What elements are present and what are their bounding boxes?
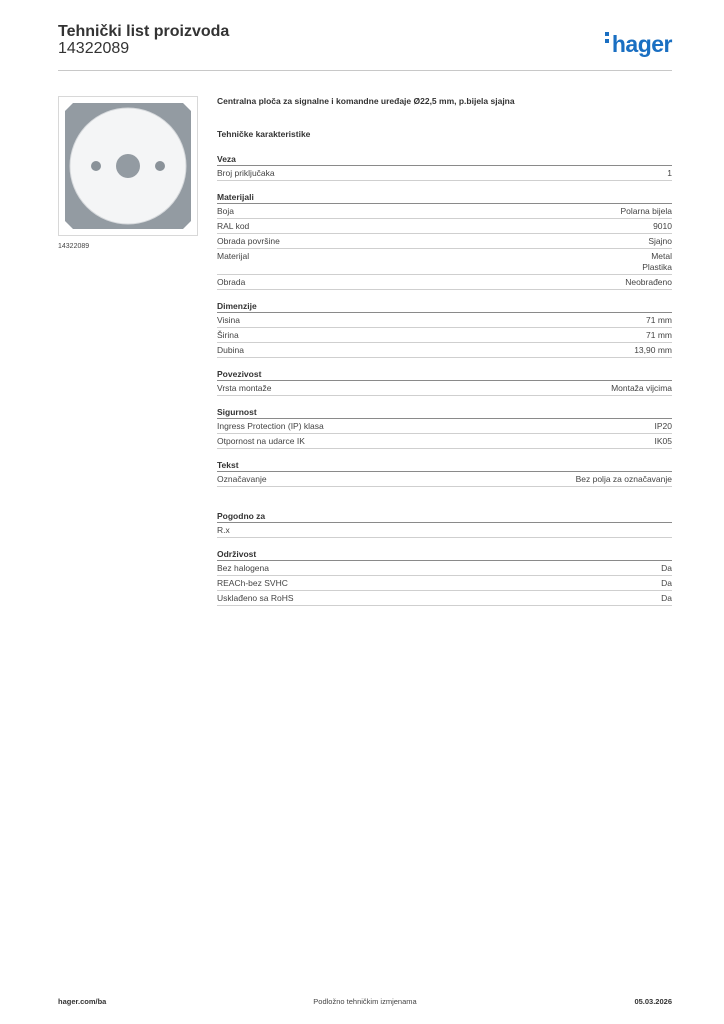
hager-logo: [605, 29, 672, 58]
spec-label: Materijal: [217, 251, 250, 261]
section-title: Veza: [217, 154, 672, 166]
section-veza: [217, 154, 672, 181]
spec-label: Širina: [217, 330, 239, 340]
section-title: Sigurnost: [217, 407, 672, 419]
spec-label: RAL kod: [217, 221, 250, 231]
spec-label: REACh-bez SVHC: [217, 578, 288, 588]
spec-row: [217, 204, 672, 219]
section-title: Dimenzije: [217, 301, 672, 313]
spec-row: [217, 523, 672, 538]
spec-row: [217, 328, 672, 343]
spec-label: Dubina: [217, 345, 244, 355]
spec-value: IP20: [654, 421, 672, 431]
spec-row: [217, 166, 672, 181]
spec-value: IK05: [654, 436, 672, 446]
image-caption: 14322089: [58, 243, 90, 250]
section-title: Materijali: [217, 192, 672, 204]
spec-row: [217, 434, 672, 449]
spec-label: Usklađeno sa RoHS: [217, 593, 294, 603]
spec-label: R.x: [217, 525, 230, 535]
spec-value-multi: [642, 251, 672, 273]
spec-label: Ingress Protection (IP) klasa: [217, 421, 324, 431]
product-number: 14322089: [58, 40, 130, 57]
spec-content: [217, 96, 672, 606]
spec-value: Da: [661, 563, 672, 573]
section-title: Povezivost: [217, 369, 672, 381]
cover-plate-illustration: [59, 97, 197, 235]
spec-label: Obrada površine: [217, 236, 280, 246]
spec-value: Bez polja za označavanje: [575, 474, 672, 484]
section-sigurnost: [217, 407, 672, 449]
spec-row: [217, 313, 672, 328]
spec-value: Polarna bijela: [620, 206, 672, 216]
spec-value: Sjajno: [648, 236, 672, 246]
spec-value: Montaža vijcima: [611, 383, 672, 393]
logo-text: hager: [611, 31, 672, 57]
logo-dots-icon: [605, 29, 610, 46]
section-materijali: [217, 192, 672, 290]
spec-row: [217, 249, 672, 275]
spec-label: Obrada: [217, 277, 246, 287]
spec-row: [217, 472, 672, 487]
spec-row: [217, 234, 672, 249]
spec-value: Da: [661, 578, 672, 588]
spec-value: Plastika: [642, 262, 672, 272]
footer-date: 05.03.2026: [634, 997, 672, 1006]
spec-row: [217, 275, 672, 290]
section-title: Održivost: [217, 549, 672, 561]
spec-value: Da: [661, 593, 672, 603]
section-title: Tekst: [217, 460, 672, 472]
spec-row: [217, 219, 672, 234]
section-pogodno-za: [217, 511, 672, 538]
spec-value: 71 mm: [646, 330, 672, 340]
spec-value: Metal: [651, 251, 672, 261]
spec-label: Bez halogena: [217, 563, 269, 573]
section-tekst: [217, 460, 672, 487]
spec-label: Boja: [217, 206, 235, 216]
product-image: [58, 96, 198, 236]
spec-row: [217, 561, 672, 576]
spec-value: 9010: [653, 221, 672, 231]
page-title: Tehnički list proizvoda: [58, 23, 230, 40]
spec-label: Otpornost na udarce IK: [217, 436, 305, 446]
section-dimenzije: [217, 301, 672, 358]
spec-label: Broj priključaka: [217, 168, 275, 178]
section-title: Pogodno za: [217, 511, 672, 523]
spec-row: [217, 576, 672, 591]
section-odrzivost: [217, 549, 672, 606]
spec-row: [217, 591, 672, 606]
tech-heading: Tehničke karakteristike: [217, 129, 311, 139]
product-description: Centralna ploča za signalne i komandne uređaje Ø22,5 mm, p.bijela sjajna: [217, 96, 515, 106]
page-header: [58, 20, 672, 71]
footer-note: Podložno tehničkim izmjenama: [313, 997, 417, 1006]
section-povezivost: [217, 369, 672, 396]
spec-value: 71 mm: [646, 315, 672, 325]
spec-label: Vrsta montaže: [217, 383, 272, 393]
spec-value: 1: [667, 168, 672, 178]
spec-value: Neobrađeno: [625, 277, 672, 287]
spec-row: [217, 343, 672, 358]
spec-row: [217, 381, 672, 396]
spec-value: 13,90 mm: [634, 345, 672, 355]
footer-website-link[interactable]: hager.com/ba: [58, 997, 107, 1006]
spec-label: Označavanje: [217, 474, 267, 484]
spec-label: Visina: [217, 315, 240, 325]
spec-row: [217, 419, 672, 434]
